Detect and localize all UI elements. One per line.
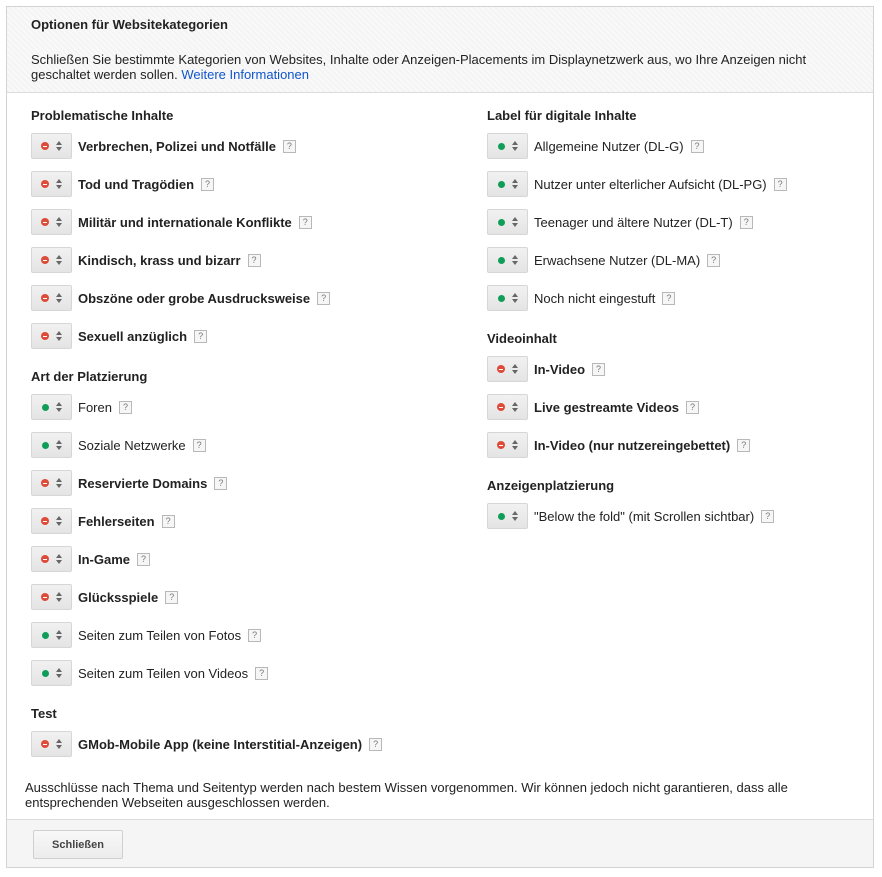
- up-down-arrows-icon: [512, 440, 518, 450]
- category-label: Foren: [78, 399, 112, 415]
- up-down-arrows-icon: [56, 554, 62, 564]
- allowed-status-icon: [42, 442, 49, 449]
- category-label: Fehlerseiten: [78, 513, 155, 529]
- category-row-placement-type: [31, 659, 268, 687]
- category-row-test: [31, 730, 382, 758]
- category-label: Kindisch, krass und bizarr: [78, 252, 241, 268]
- blocked-status-icon: [41, 332, 49, 340]
- help-icon[interactable]: ?: [201, 178, 214, 191]
- category-state-toggle[interactable]: [31, 394, 72, 420]
- category-state-toggle[interactable]: [487, 247, 528, 273]
- up-down-arrows-icon: [512, 255, 518, 265]
- up-down-arrows-icon: [56, 255, 62, 265]
- up-down-arrows-icon: [56, 179, 62, 189]
- section-title-ad-placement: Anzeigenplatzierung: [487, 478, 615, 493]
- help-icon[interactable]: ?: [283, 140, 296, 153]
- up-down-arrows-icon: [56, 217, 62, 227]
- up-down-arrows-icon: [512, 141, 518, 151]
- category-label: Sexuell anzüglich: [78, 328, 188, 344]
- help-icon[interactable]: ?: [774, 178, 787, 191]
- category-state-toggle[interactable]: [31, 731, 72, 757]
- close-button[interactable]: Schließen: [33, 830, 123, 859]
- category-columns: [7, 93, 873, 773]
- category-row-problematic: [31, 246, 261, 274]
- allowed-status-icon: [498, 295, 505, 302]
- category-label: Reservierte Domains: [78, 475, 208, 491]
- category-row-video: [487, 393, 699, 421]
- up-down-arrows-icon: [56, 630, 62, 640]
- category-label: In-Video (nur nutzereingebettet): [534, 437, 731, 453]
- category-row-placement-type: [31, 469, 227, 497]
- help-icon[interactable]: ?: [707, 254, 720, 267]
- up-down-arrows-icon: [56, 516, 62, 526]
- help-icon[interactable]: ?: [299, 216, 312, 229]
- allowed-status-icon: [498, 219, 505, 226]
- section-title-problematic: Problematische Inhalte: [31, 108, 174, 123]
- blocked-status-icon: [41, 479, 49, 487]
- up-down-arrows-icon: [56, 141, 62, 151]
- category-state-toggle[interactable]: [31, 508, 72, 534]
- blocked-status-icon: [41, 256, 49, 264]
- category-state-toggle[interactable]: [31, 209, 72, 235]
- more-info-link[interactable]: Weitere Informationen: [181, 67, 309, 82]
- category-row-digital-labels: [487, 132, 704, 160]
- category-label: Teenager und ältere Nutzer (DL-T): [534, 214, 733, 230]
- allowed-status-icon: [42, 632, 49, 639]
- help-icon[interactable]: ?: [137, 553, 150, 566]
- allowed-status-icon: [498, 181, 505, 188]
- up-down-arrows-icon: [56, 478, 62, 488]
- category-label: Allgemeine Nutzer (DL-G): [534, 138, 684, 154]
- category-row-problematic: [31, 208, 312, 236]
- help-icon[interactable]: ?: [369, 738, 382, 751]
- category-row-digital-labels: [487, 170, 787, 198]
- dialog-title: Optionen für Websitekategorien: [31, 17, 228, 32]
- category-label: Obszöne oder grobe Ausdrucksweise: [78, 290, 311, 306]
- up-down-arrows-icon: [512, 402, 518, 412]
- category-state-toggle[interactable]: [31, 660, 72, 686]
- blocked-status-icon: [41, 593, 49, 601]
- up-down-arrows-icon: [512, 179, 518, 189]
- up-down-arrows-icon: [512, 511, 518, 521]
- category-state-toggle[interactable]: [31, 323, 72, 349]
- category-row-problematic: [31, 132, 296, 160]
- help-icon[interactable]: ?: [165, 591, 178, 604]
- blocked-status-icon: [497, 403, 505, 411]
- help-icon[interactable]: ?: [162, 515, 175, 528]
- help-icon[interactable]: ?: [119, 401, 132, 414]
- category-row-video: [487, 355, 605, 383]
- category-row-digital-labels: [487, 208, 753, 236]
- category-row-placement-type: [31, 507, 175, 535]
- blocked-status-icon: [41, 555, 49, 563]
- category-row-digital-labels: [487, 284, 675, 312]
- category-label: Soziale Netzwerke: [78, 437, 186, 453]
- help-icon[interactable]: ?: [248, 629, 261, 642]
- help-icon[interactable]: ?: [592, 363, 605, 376]
- category-label: Noch nicht eingestuft: [534, 290, 656, 306]
- help-icon[interactable]: ?: [686, 401, 699, 414]
- up-down-arrows-icon: [56, 440, 62, 450]
- category-state-toggle[interactable]: [31, 285, 72, 311]
- help-icon[interactable]: ?: [194, 330, 207, 343]
- up-down-arrows-icon: [56, 402, 62, 412]
- section-title-digital-labels: Label für digitale Inhalte: [487, 108, 637, 123]
- category-state-toggle[interactable]: [31, 247, 72, 273]
- category-state-toggle[interactable]: [31, 622, 72, 648]
- category-state-toggle[interactable]: [31, 171, 72, 197]
- category-label: Live gestreamte Videos: [534, 399, 679, 415]
- up-down-arrows-icon: [512, 293, 518, 303]
- category-label: Seiten zum Teilen von Fotos: [78, 627, 242, 643]
- help-icon[interactable]: ?: [691, 140, 704, 153]
- category-state-toggle[interactable]: [487, 432, 528, 458]
- blocked-status-icon: [41, 294, 49, 302]
- help-icon[interactable]: ?: [317, 292, 330, 305]
- category-state-toggle[interactable]: [31, 546, 72, 572]
- blocked-status-icon: [41, 740, 49, 748]
- category-state-toggle[interactable]: [31, 470, 72, 496]
- blocked-status-icon: [41, 218, 49, 226]
- category-state-toggle[interactable]: [487, 356, 528, 382]
- dialog-header: [7, 7, 873, 93]
- blocked-status-icon: [497, 365, 505, 373]
- help-icon[interactable]: ?: [737, 439, 750, 452]
- up-down-arrows-icon: [56, 293, 62, 303]
- allowed-status-icon: [42, 404, 49, 411]
- category-label: Militär und internationale Konflikte: [78, 214, 292, 230]
- category-state-toggle[interactable]: [487, 133, 528, 159]
- category-state-toggle[interactable]: [487, 209, 528, 235]
- blocked-status-icon: [497, 441, 505, 449]
- category-row-placement-type: [31, 545, 150, 573]
- category-label: Nutzer unter elterlicher Aufsicht (DL-PG): [534, 176, 767, 192]
- website-category-options-dialog: [6, 6, 874, 868]
- dialog-footer: [7, 819, 873, 867]
- blocked-status-icon: [41, 517, 49, 525]
- category-label: Glücksspiele: [78, 589, 159, 605]
- allowed-status-icon: [498, 143, 505, 150]
- category-label: Seiten zum Teilen von Videos: [78, 665, 249, 681]
- allowed-status-icon: [498, 257, 505, 264]
- exclusion-disclaimer: Ausschlüsse nach Thema und Seitentyp werden nach bestem Wissen vorgenommen. Wir können jedoch nicht garantieren, dass alle entsprechenden Webseiten ausgeschlossen werden.: [25, 780, 788, 810]
- category-row-placement-type: [31, 393, 132, 421]
- allowed-status-icon: [498, 513, 505, 520]
- blocked-status-icon: [41, 180, 49, 188]
- category-row-placement-type: [31, 583, 178, 611]
- help-icon[interactable]: ?: [740, 216, 753, 229]
- category-label: GMob-Mobile App (keine Interstitial-Anzeigen): [78, 736, 363, 752]
- category-row-ad-placement: [487, 502, 774, 530]
- help-icon[interactable]: ?: [248, 254, 261, 267]
- category-row-problematic: [31, 170, 214, 198]
- up-down-arrows-icon: [56, 592, 62, 602]
- blocked-status-icon: [41, 142, 49, 150]
- category-row-problematic: [31, 322, 207, 350]
- description-text: Schließen Sie bestimmte Kategorien von Websites, Inhalte oder Anzeigen-Placements im Displaynetzwerk aus, wo Ihre Anzeigen nicht geschaltet werden sollen.: [31, 52, 807, 82]
- section-title-test: Test: [31, 706, 57, 721]
- category-row-video: [487, 431, 750, 459]
- up-down-arrows-icon: [56, 739, 62, 749]
- category-label: In-Game: [78, 551, 131, 567]
- category-state-toggle[interactable]: [487, 171, 528, 197]
- category-label: Tod und Tragödien: [78, 176, 195, 192]
- category-state-toggle[interactable]: [487, 285, 528, 311]
- up-down-arrows-icon: [512, 364, 518, 374]
- up-down-arrows-icon: [56, 331, 62, 341]
- dialog-description: [31, 52, 849, 82]
- category-label: "Below the fold" (mit Scrollen sichtbar): [534, 508, 755, 524]
- allowed-status-icon: [42, 670, 49, 677]
- category-row-digital-labels: [487, 246, 720, 274]
- category-row-problematic: [31, 284, 330, 312]
- category-row-placement-type: [31, 431, 206, 459]
- category-state-toggle[interactable]: [31, 432, 72, 458]
- category-state-toggle[interactable]: [487, 394, 528, 420]
- up-down-arrows-icon: [512, 217, 518, 227]
- category-row-placement-type: [31, 621, 261, 649]
- help-icon[interactable]: ?: [662, 292, 675, 305]
- category-label: Erwachsene Nutzer (DL-MA): [534, 252, 701, 268]
- category-state-toggle[interactable]: [31, 584, 72, 610]
- help-icon[interactable]: ?: [214, 477, 227, 490]
- section-title-video: Videoinhalt: [487, 331, 557, 346]
- section-title-placement-type: Art der Platzierung: [31, 369, 148, 384]
- category-state-toggle[interactable]: [487, 503, 528, 529]
- up-down-arrows-icon: [56, 668, 62, 678]
- help-icon[interactable]: ?: [193, 439, 206, 452]
- category-state-toggle[interactable]: [31, 133, 72, 159]
- help-icon[interactable]: ?: [761, 510, 774, 523]
- help-icon[interactable]: ?: [255, 667, 268, 680]
- category-label: In-Video: [534, 361, 586, 377]
- category-label: Verbrechen, Polizei und Notfälle: [78, 138, 276, 154]
